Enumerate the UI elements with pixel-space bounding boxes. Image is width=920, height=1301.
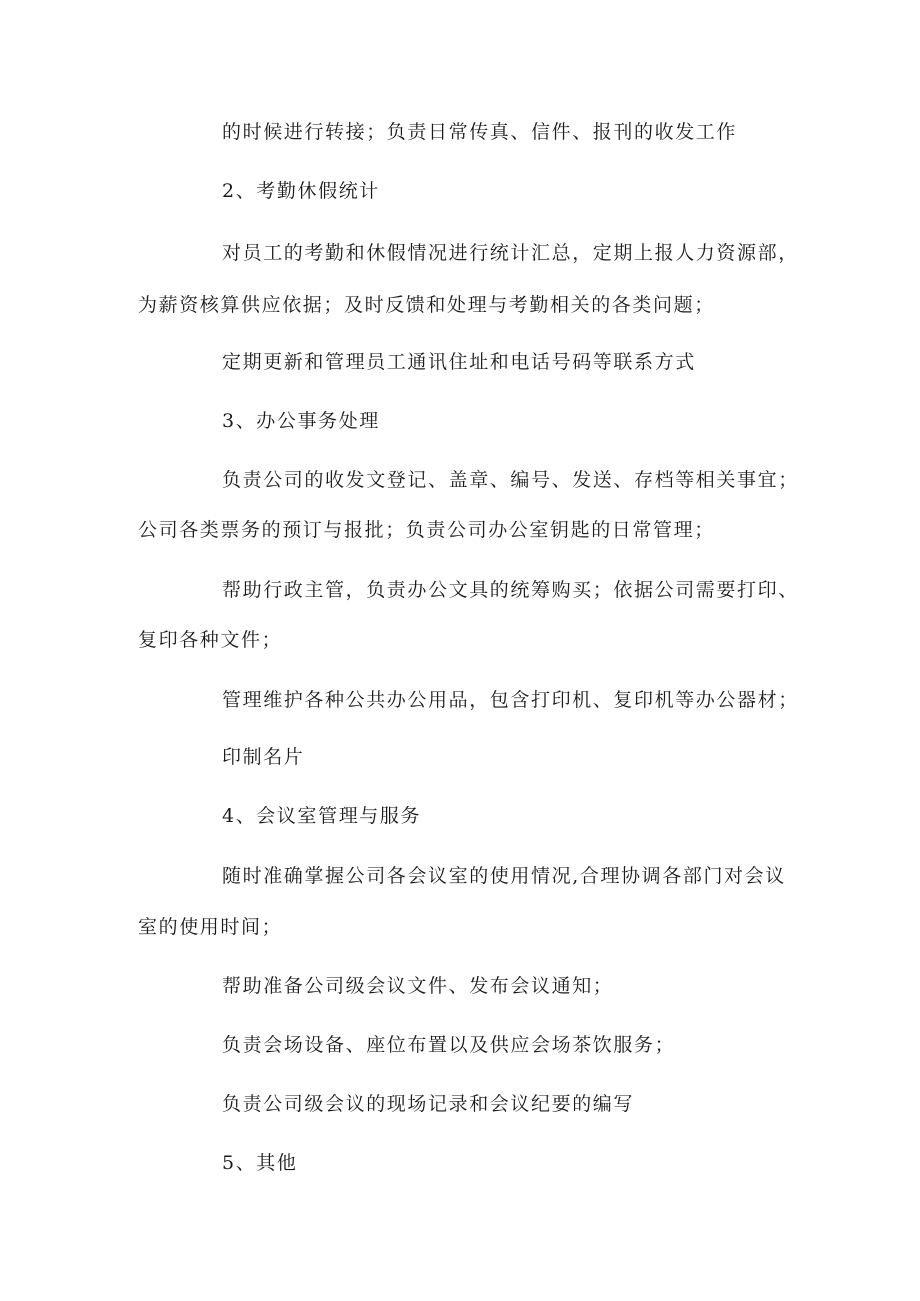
- section-heading: 4、会议室管理与服务: [222, 805, 422, 827]
- paragraph-line: 的时候进行转接；负责日常传真、信件、报刊的收发工作: [222, 121, 738, 143]
- section-heading: 3、办公事务处理: [222, 410, 380, 432]
- paragraph-line: 随时准确掌握公司各会议室的使用情况,合理协调各部门对会议: [222, 865, 786, 887]
- paragraph-line: 公司各类票务的预订与报批；负责公司办公室钥匙的日常管理；: [138, 519, 715, 541]
- paragraph-line: 帮助准备公司级会议文件、发布会议通知；: [222, 975, 614, 997]
- paragraph-line: 复印各种文件；: [138, 629, 283, 651]
- paragraph-line: 负责公司级会议的现场记录和会议纪要的编写: [222, 1093, 635, 1115]
- paragraph-line: 负责公司的收发文登记、盖章、编号、发送、存档等相关事宜；: [222, 469, 799, 491]
- paragraph-line: 管理维护各种公共办公用品，包含打印机、复印机等办公器材；: [222, 689, 799, 711]
- section-heading: 5、其他: [222, 1152, 298, 1174]
- paragraph-line: 印制名片: [222, 746, 305, 768]
- paragraph-line: 为薪资核算供应依据；及时反馈和处理与考勤相关的各类问题；: [138, 294, 715, 316]
- paragraph-line: 帮助行政主管，负责办公文具的统筹购买；依据公司需要打印、: [222, 579, 799, 601]
- paragraph-line: 室的使用时间；: [138, 916, 283, 938]
- section-heading: 2、考勤休假统计: [222, 180, 380, 202]
- paragraph-line: 对员工的考勤和休假情况进行统计汇总，定期上报人力资源部，: [222, 242, 799, 264]
- paragraph-line: 负责会场设备、座位布置以及供应会场茶饮服务；: [222, 1034, 676, 1056]
- paragraph-line: 定期更新和管理员工通讯住址和电话号码等联系方式: [222, 351, 696, 373]
